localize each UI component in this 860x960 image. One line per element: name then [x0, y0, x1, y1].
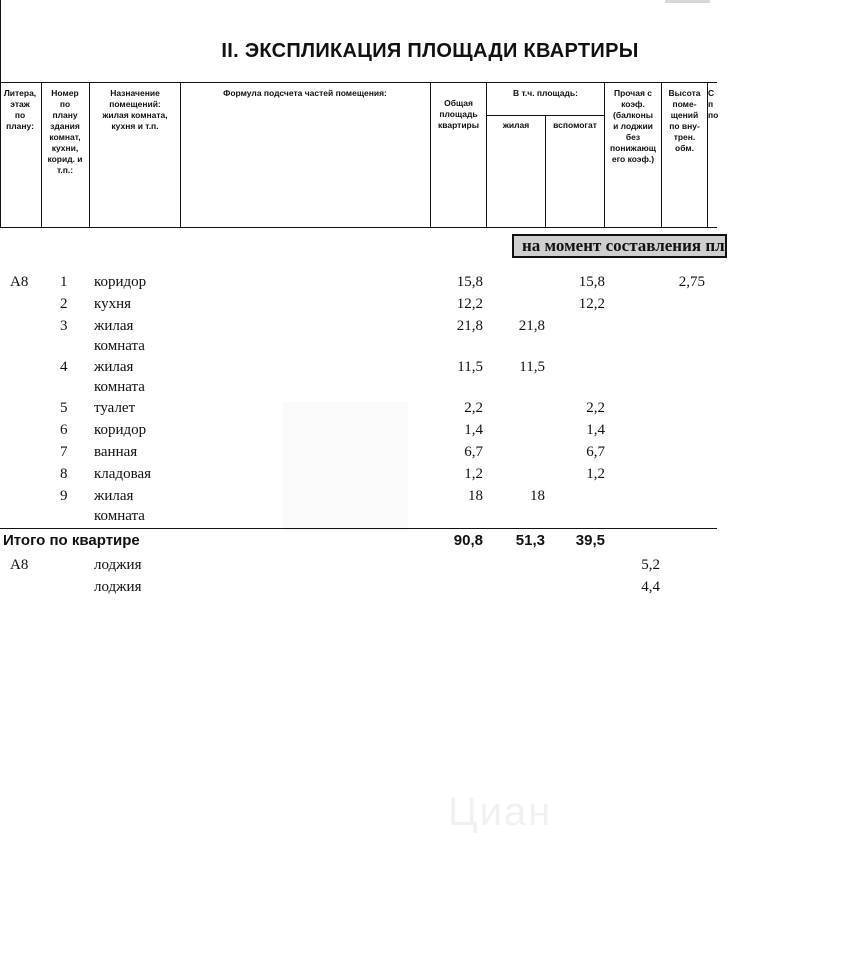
header-prochaya: Прочая с коэф. (балконы и лоджии без понижающ его коэф.) [610, 88, 656, 164]
cell-vsp: 15,8 [578, 274, 605, 290]
cell-nomer: 9 [60, 488, 68, 504]
cell-name: туалет [94, 400, 136, 416]
cell-name: жилая [94, 318, 134, 334]
cell-nomer: 8 [60, 466, 68, 482]
header-naznachenie: Назначение помещений: жилая комната, кухня и т.п. [102, 88, 168, 131]
scan-artifact [283, 402, 408, 532]
cell-total: 11,5 [457, 359, 483, 375]
cell-name-cont: комната [94, 379, 145, 395]
cell-name: коридор [94, 422, 147, 438]
cell-name: коридор [94, 274, 147, 290]
cell-vsp: 1,2 [586, 466, 605, 482]
cell-name: кладовая [94, 466, 152, 482]
cell-vsp: 2,2 [586, 400, 605, 416]
cell-nomer: 2 [60, 296, 68, 312]
totals-total: 90,8 [453, 532, 483, 549]
cell-name-cont: комната [94, 338, 145, 354]
page-title: II. ЭКСПЛИКАЦИЯ ПЛОЩАДИ КВАРТИРЫ [221, 40, 639, 62]
cell-name-cont: комната [94, 508, 145, 524]
cell-nomer: 1 [60, 274, 68, 290]
totals-zhil: 51,3 [515, 532, 545, 549]
totals-divider [0, 528, 717, 529]
header-vysota: Высота поме- щений по вну- трен. обм. [668, 88, 701, 153]
cell-nomer: 4 [60, 359, 68, 375]
cell-total: 1,4 [464, 422, 483, 438]
cell-zhil: 21,8 [518, 318, 545, 334]
status-banner: на момент составления пл [512, 234, 727, 258]
cell-litera: А8 [10, 274, 29, 290]
header-obshaya: Общая площадь квартиры [437, 98, 479, 130]
cell-name: жилая [94, 488, 134, 504]
cell-height: 2,75 [678, 274, 705, 290]
header-litera: Литера, этаж по плану: [3, 88, 37, 131]
cell-name: кухня [94, 296, 132, 312]
cell-name: ванная [94, 444, 138, 460]
totals-vsp: 39,5 [575, 532, 605, 549]
cell-nomer: 5 [60, 400, 68, 416]
cell-name: жилая [94, 359, 134, 375]
header-vtch: В т.ч. площадь: [512, 88, 578, 98]
header-nomer: Номер по плану здания комнат, кухни, корид. и т.п.: [47, 88, 83, 175]
cell-nomer: 6 [60, 422, 68, 438]
cell-total: 2,2 [464, 400, 483, 416]
header-zhilaya: жилая [502, 120, 530, 130]
totals-label: Итого по квартире [3, 532, 140, 549]
cell-vsp: 1,4 [586, 422, 605, 438]
cell-name: лоджия [94, 557, 142, 573]
cell-total: 6,7 [464, 444, 483, 460]
cell-nomer: 3 [60, 318, 68, 334]
cell-vsp: 12,2 [578, 296, 605, 312]
cell-proch: 4,4 [641, 579, 660, 595]
cell-total: 18 [468, 488, 483, 504]
watermark-logo: Циан [448, 790, 553, 834]
scan-mark [665, 0, 710, 3]
cell-nomer: 7 [60, 444, 68, 460]
cell-proch: 5,2 [641, 557, 660, 573]
cell-total: 1,2 [464, 466, 483, 482]
cell-total: 15,8 [456, 274, 483, 290]
header-formula: Формула подсчета частей помещения: [223, 88, 387, 98]
cell-name: лоджия [94, 579, 142, 595]
cell-total: 21,8 [456, 318, 483, 334]
cell-litera: А8 [10, 557, 29, 573]
header-vspomogat: вспомогат [553, 120, 597, 130]
cell-total: 12,2 [456, 296, 483, 312]
header-cut: С п по [708, 88, 719, 120]
cell-zhil: 18 [530, 488, 545, 504]
cell-zhil: 11,5 [519, 359, 545, 375]
cell-vsp: 6,7 [586, 444, 605, 460]
